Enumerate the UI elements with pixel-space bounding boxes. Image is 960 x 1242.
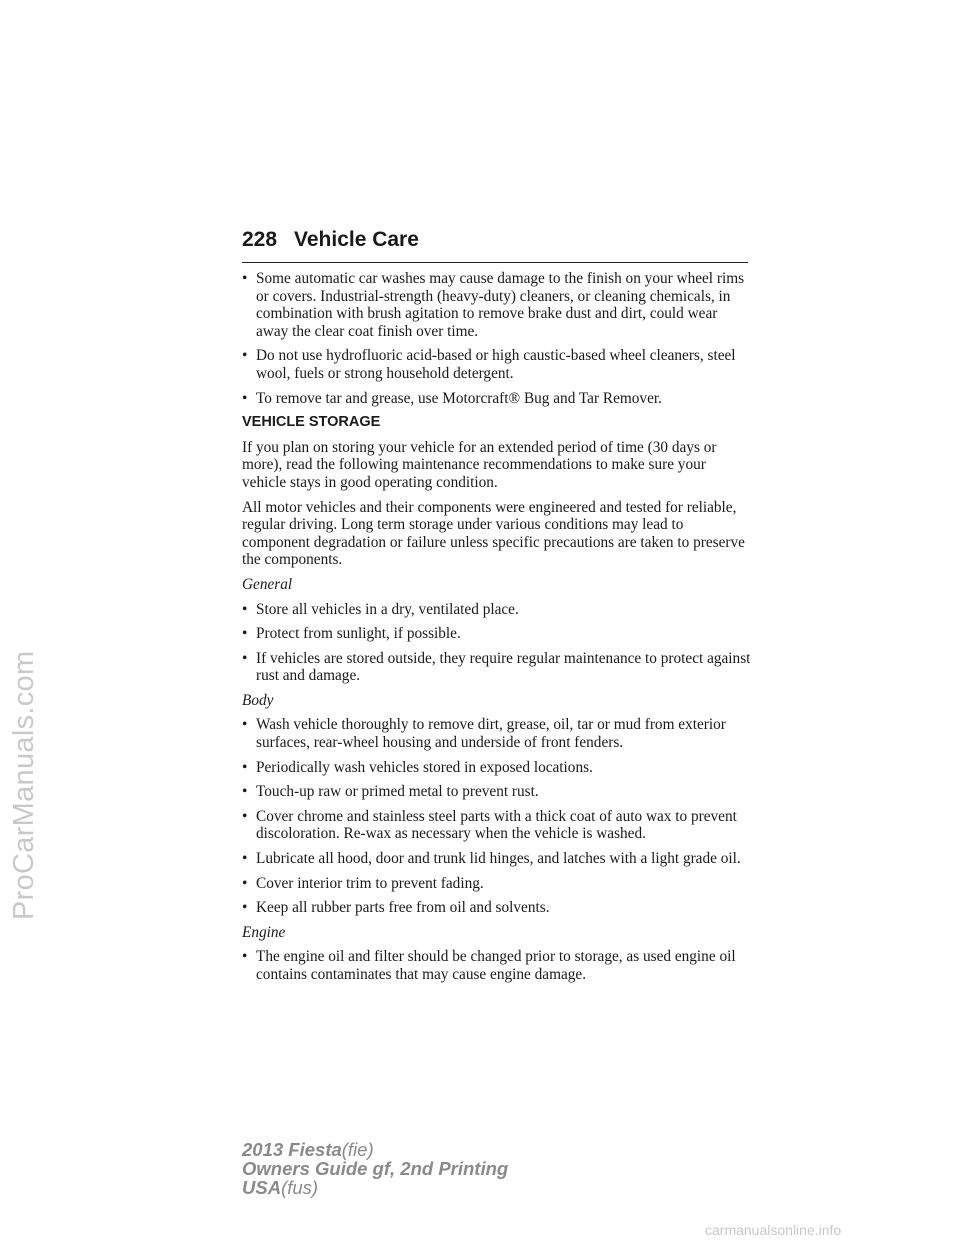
bullet-icon: • xyxy=(242,270,248,287)
page-content xyxy=(242,270,752,991)
bullet-icon: • xyxy=(242,649,248,667)
storage-paragraph-1: If you plan on storing your vehicle for an extended period of time (30 days or more), read the following maintenance recommendations to make sure your vehicle stays in good operating condition. xyxy=(242,438,717,491)
engine-bullet-list xyxy=(242,948,752,983)
subheading-engine: Engine xyxy=(242,923,286,941)
page-number: 228 xyxy=(242,228,278,251)
bullet-icon: • xyxy=(242,347,248,365)
list-item: • Do not use hydrofluoric acid-based or high caustic-based wheel cleaners, steel wool, fuels or strong household detergent. xyxy=(242,347,736,382)
footer-line-1: 2013 Fiesta(fie) xyxy=(242,1139,374,1160)
bullet-icon: • xyxy=(242,758,248,776)
section-heading-vehicle-storage: VEHICLE STORAGE xyxy=(242,414,381,431)
footer-line-2: Owners Guide gf, 2nd Printing xyxy=(242,1158,509,1179)
bullet-icon: • xyxy=(242,807,248,825)
bullet-icon: • xyxy=(242,850,248,868)
bullet-icon: • xyxy=(242,874,248,892)
general-bullet-list xyxy=(242,601,752,685)
list-item: • Touch-up raw or primed metal to prevent rust. xyxy=(242,783,539,801)
bottom-watermark: carmanualsonline.info xyxy=(705,1222,842,1238)
list-item: • Lubricate all hood, door and trunk lid hinges, and latches with a light grade oil. xyxy=(242,850,741,868)
list-item: • To remove tar and grease, use Motorcraft® Bug and Tar Remover. xyxy=(242,389,662,407)
storage-paragraph-2: All motor vehicles and their components were engineered and tested for reliable, regular driving. Long term storage under various conditions may lead to component degradation or failure unless specific precautions are taken to preserve the components. xyxy=(242,498,745,569)
list-item: • Cover interior trim to prevent fading. xyxy=(242,874,484,892)
bullet-icon: • xyxy=(242,783,248,801)
side-watermark: ProCarManuals.com xyxy=(8,650,40,920)
bullet-icon: • xyxy=(242,948,248,966)
list-item: • Keep all rubber parts free from oil and solvents. xyxy=(242,899,550,917)
bullet-icon: • xyxy=(242,899,248,917)
list-item: • Wash vehicle thoroughly to remove dirt, grease, oil, tar or mud from exterior surfaces, rear-wheel housing and underside of front fenders. xyxy=(242,716,726,752)
bullet-icon: • xyxy=(242,625,248,643)
subheading-general: General xyxy=(242,575,293,593)
list-item: • Protect from sunlight, if possible. xyxy=(242,625,461,643)
body-bullet-list xyxy=(242,716,752,916)
list-item: • Periodically wash vehicles stored in exposed locations. xyxy=(242,758,593,776)
bullet-icon: • xyxy=(242,389,248,407)
section-title: Vehicle Care xyxy=(294,228,419,251)
bullet-icon: • xyxy=(242,716,248,734)
footer-line-3: USA(fus) xyxy=(242,1177,319,1198)
bullet-icon: • xyxy=(242,600,248,618)
list-item: • The engine oil and filter should be changed prior to storage, as used engine oil contains contaminates that may cause engine damage. xyxy=(242,948,736,983)
page-header xyxy=(242,228,748,263)
list-item: • Store all vehicles in a dry, ventilated place. xyxy=(242,600,519,618)
list-item: • If vehicles are stored outside, they require regular maintenance to protect against rust and damage. xyxy=(242,649,751,685)
intro-bullet-list xyxy=(242,270,752,407)
page-footer xyxy=(242,1140,508,1197)
list-item: • Cover chrome and stainless steel parts with a thick coat of auto wax to prevent discoloration. Re-wax as necessary when the vehicle is washed. xyxy=(242,807,737,843)
subheading-body: Body xyxy=(242,691,274,709)
list-item: • Some automatic car washes may cause damage to the finish on your wheel rims or covers. Industrial-strength (heavy-duty) cleaners, or cleaning chemicals, in combination with brush agitation to remove brake dust and dirt, could wear away the clear coat finish over time. xyxy=(242,270,745,340)
